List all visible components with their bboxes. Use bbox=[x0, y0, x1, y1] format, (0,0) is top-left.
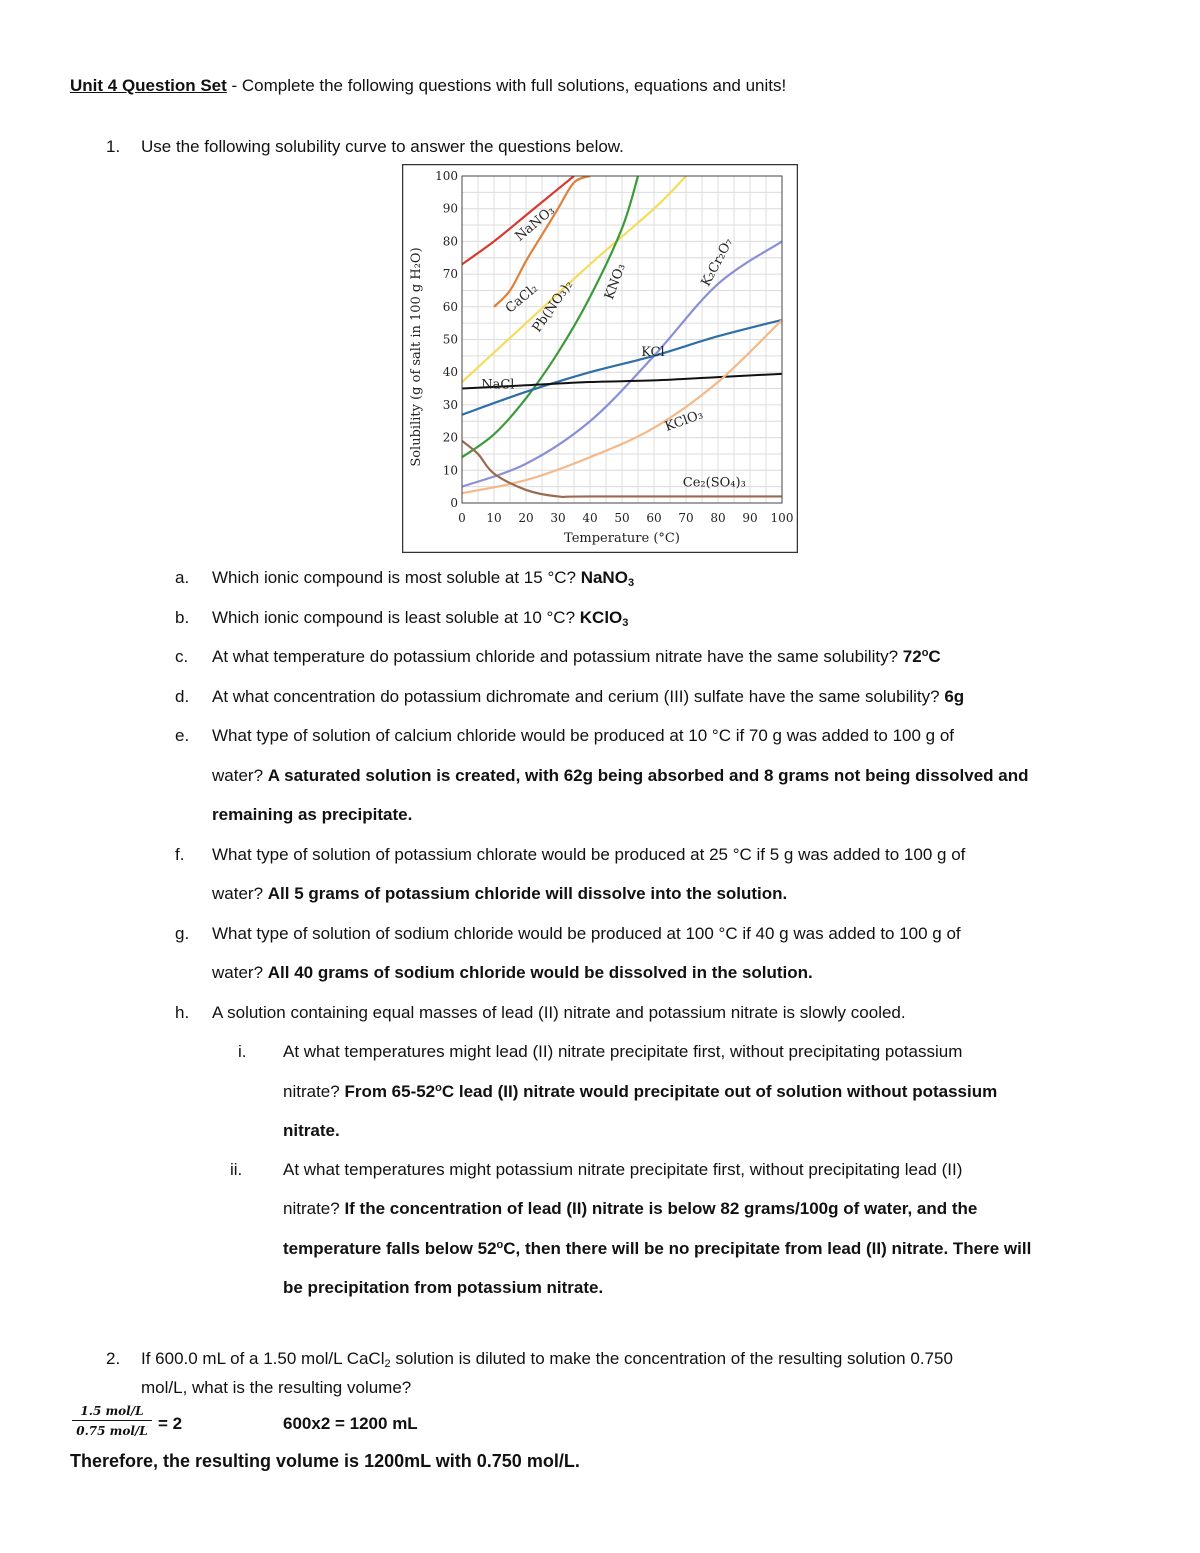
x-tick-label: 80 bbox=[710, 511, 726, 525]
x-tick-label: 60 bbox=[646, 511, 662, 525]
y-tick-label: 60 bbox=[442, 299, 458, 314]
x-tick-label: 20 bbox=[518, 511, 534, 525]
item-f-answer: All 5 grams of potassium chloride will dissolve into the solution. bbox=[267, 884, 788, 903]
item-c-letter: c. bbox=[175, 647, 189, 666]
subitem-ii-numeral: ii. bbox=[230, 1160, 243, 1179]
fraction-numerator: 1.5 mol/L bbox=[72, 1404, 152, 1421]
q2-conclusion: Therefore, the resulting volume is 1200mL with 0.750 mol/L. bbox=[70, 1451, 580, 1471]
item-d-question: At what concentration do potassium dichromate and cerium (III) sulfate have the same solubility? bbox=[212, 687, 945, 706]
item-a-letter: a. bbox=[175, 568, 190, 587]
x-tick-label: 100 bbox=[770, 511, 794, 525]
q1-number: 1. bbox=[106, 137, 121, 156]
item-b bbox=[212, 608, 628, 628]
y-tick-label: 80 bbox=[442, 234, 458, 249]
label-k2cr2o7: K₂Cr₂O₇ bbox=[698, 235, 737, 290]
item-e-line1: What type of solution of calcium chloride would be produced at 10 °C if 70 g was added to 100 g of bbox=[212, 726, 955, 745]
y-tick-label: 30 bbox=[442, 397, 458, 412]
label-kclo3: KClO₃ bbox=[663, 407, 706, 435]
item-g-line2: water? All 40 grams of sodium chloride would be dissolved in the solution. bbox=[212, 963, 813, 982]
x-tick-label: 90 bbox=[742, 511, 758, 525]
x-tick-label: 0 bbox=[458, 511, 466, 525]
subitem-i-numeral: i. bbox=[238, 1042, 247, 1061]
page-title: Unit 4 Question Set bbox=[70, 76, 227, 95]
label-pb-no3-2: Pb(NO₃)₂ bbox=[529, 277, 577, 336]
page-instruction: - Complete the following questions with full solutions, equations and units! bbox=[226, 76, 787, 95]
y-tick-label: 50 bbox=[442, 332, 458, 347]
subitem-ii-answer: If the concentration of lead (II) nitrate is below 82 grams/100g of water, and the bbox=[344, 1199, 978, 1218]
label-nano3: NaNO₃ bbox=[512, 203, 558, 245]
item-a bbox=[212, 568, 634, 588]
item-e-line2: water? A saturated solution is created, with 62g being absorbed and 8 grams not being dissolved and bbox=[212, 766, 1029, 785]
q1-prompt: Use the following solubility curve to answer the questions below. bbox=[141, 137, 624, 156]
item-c-question: At what temperature do potassium chloride and potassium nitrate have the same solubility? bbox=[212, 647, 903, 666]
item-f-line1: What type of solution of potassium chlorate would be produced at 25 °C if 5 g was added to 100 g of bbox=[212, 845, 966, 864]
q2-number: 2. bbox=[106, 1349, 121, 1368]
item-a-question: Which ionic compound is most soluble at 15 °C? bbox=[212, 568, 581, 587]
item-e-answer: A saturated solution is created, with 62g being absorbed and 8 grams not being dissolved and bbox=[267, 766, 1029, 785]
subitem-ii-line1: At what temperatures might potassium nitrate precipitate first, without precipitating lead (II) bbox=[283, 1160, 963, 1179]
y-tick-label: 10 bbox=[442, 463, 458, 478]
label-cacl2: CaCl₂ bbox=[502, 281, 541, 317]
q2-line1: If 600.0 mL of a 1.50 mol/L CaCl$_2$ solution is diluted to make the concentration of the resulting solution 0.750 bbox=[141, 1349, 953, 1370]
x-tick-label: 10 bbox=[486, 511, 502, 525]
q2-calculation: 600x2 = 1200 mL bbox=[283, 1414, 418, 1433]
subitem-i-line3: nitrate. bbox=[283, 1121, 340, 1140]
item-f-letter: f. bbox=[175, 845, 185, 864]
chart-grid bbox=[462, 176, 782, 503]
y-tick-label: 70 bbox=[442, 267, 458, 282]
item-d bbox=[212, 687, 964, 707]
subitem-ii-line3: temperature falls below 52$^o$C, then there will be no precipitate from lead (II) nitrate. There will bbox=[283, 1239, 1032, 1258]
y-tick-label: 90 bbox=[442, 201, 458, 216]
solubility-chart bbox=[402, 164, 798, 553]
page-header bbox=[70, 76, 786, 96]
label-nacl: NaCl bbox=[481, 377, 515, 393]
item-a-answer: NaNO$_3$ bbox=[580, 568, 635, 589]
item-g-letter: g. bbox=[175, 924, 190, 943]
fraction-denominator: 0.75 mol/L bbox=[76, 1424, 148, 1438]
x-tick-label: 30 bbox=[550, 511, 566, 525]
x-tick-label: 70 bbox=[678, 511, 694, 525]
subitem-ii-line4: be precipitation from potassium nitrate. bbox=[283, 1278, 604, 1297]
item-h-line1: A solution containing equal masses of lead (II) nitrate and potassium nitrate is slowly cooled. bbox=[212, 1003, 906, 1022]
item-f-line2: water? All 5 grams of potassium chloride will dissolve into the solution. bbox=[212, 884, 788, 903]
item-b-question: Which ionic compound is least soluble at 10 °C? bbox=[212, 608, 580, 627]
subitem-i-line1: At what temperatures might lead (II) nitrate precipitate first, without precipitating potassium bbox=[283, 1042, 963, 1061]
y-tick-label: 20 bbox=[442, 430, 458, 445]
y-tick-label: 0 bbox=[450, 496, 458, 510]
item-d-letter: d. bbox=[175, 687, 190, 706]
item-c-answer: 72$^o$C bbox=[902, 647, 941, 666]
item-b-answer: KClO$_3$ bbox=[579, 608, 629, 629]
item-b-letter: b. bbox=[175, 608, 190, 627]
label-ce2-so4-3: Ce₂(SO₄)₃ bbox=[682, 475, 746, 491]
item-g-line1: What type of solution of sodium chloride would be produced at 100 °C if 40 g was added to 100 g of bbox=[212, 924, 961, 943]
q2-fraction bbox=[72, 1404, 152, 1438]
y-tick-label: 100 bbox=[435, 169, 458, 183]
label-kcl: KCl bbox=[641, 344, 665, 360]
item-e-letter: e. bbox=[175, 726, 190, 745]
item-c bbox=[212, 647, 941, 667]
label-kno3: KNO₃ bbox=[602, 261, 629, 302]
subitem-i-answer: From 65-52$^o$C lead (II) nitrate would precipitate out of solution without potassium bbox=[344, 1082, 998, 1101]
x-tick-label: 50 bbox=[614, 511, 630, 525]
y-axis-label: Solubility (g of salt in 100 g H₂O) bbox=[409, 247, 424, 467]
item-e-line3: remaining as precipitate. bbox=[212, 805, 413, 824]
item-h-letter: h. bbox=[175, 1003, 190, 1022]
item-d-answer: 6g bbox=[944, 687, 965, 706]
subitem-ii-line2: nitrate? If the concentration of lead (II) nitrate is below 82 grams/100g of water, and the bbox=[283, 1199, 978, 1218]
item-g-answer: All 40 grams of sodium chloride would be dissolved in the solution. bbox=[267, 963, 813, 982]
q2-line2: mol/L, what is the resulting volume? bbox=[141, 1378, 412, 1397]
y-tick-label: 40 bbox=[442, 365, 458, 380]
x-tick-label: 40 bbox=[582, 511, 598, 525]
q2-fraction-result: = 2 bbox=[158, 1414, 183, 1433]
x-axis-label: Temperature (°C) bbox=[564, 531, 680, 546]
subitem-i-line2: nitrate? From 65-52$^o$C lead (II) nitrate would precipitate out of solution without potassium bbox=[283, 1082, 998, 1101]
